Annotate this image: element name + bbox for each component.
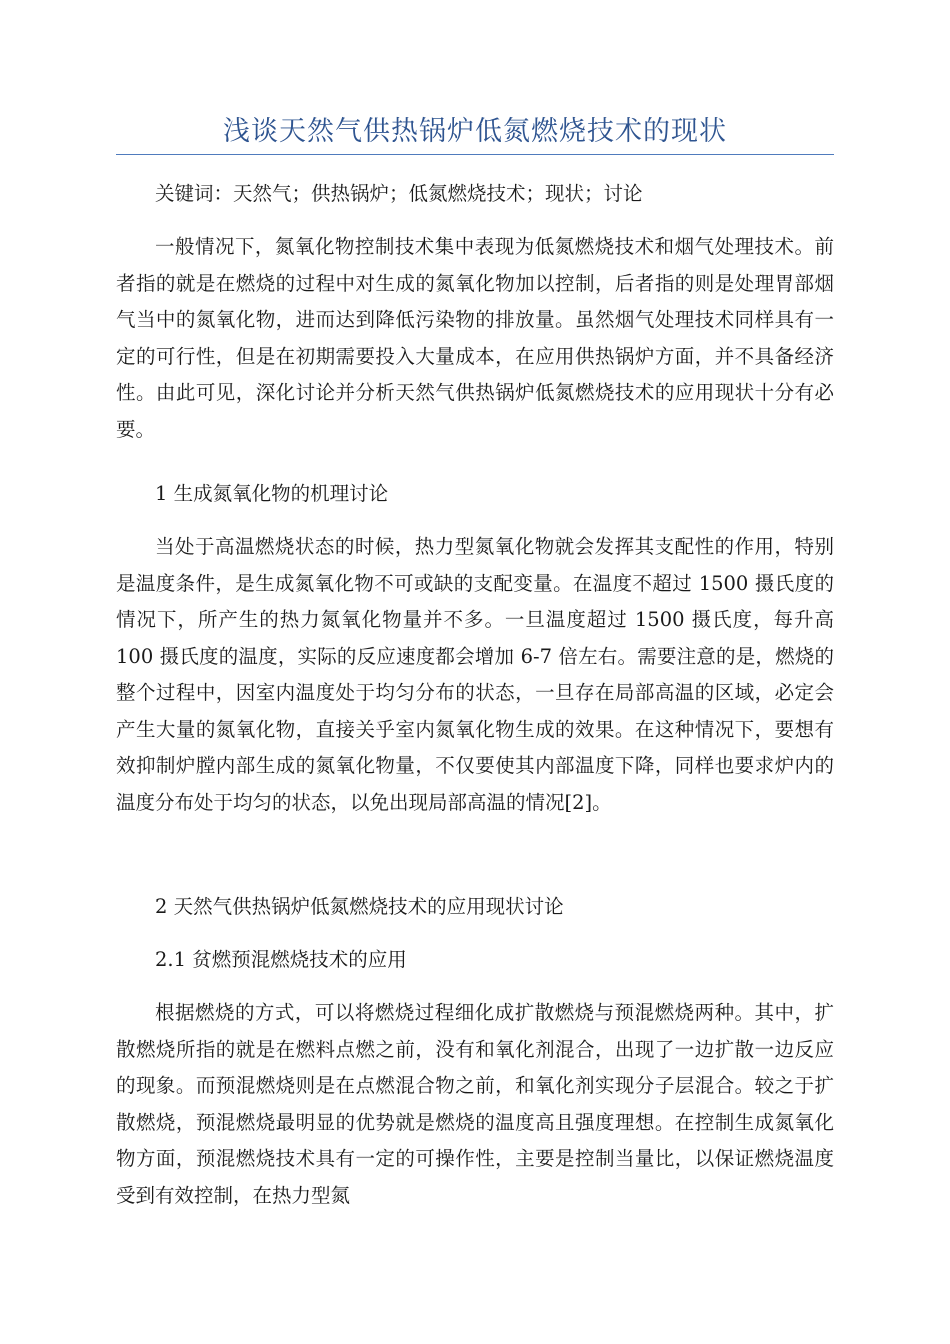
title-underline	[116, 154, 834, 155]
section-2-1-paragraph: 根据燃烧的方式，可以将燃烧过程细化成扩散燃烧与预混燃烧两种。其中，扩散燃烧所指的就是在燃料点燃之前，没有和氧化剂混合，出现了一边扩散一边反应的现象。而预混燃烧则是在点燃混合物之前，和氧化剂实现分子层混合。较之于扩散燃烧，预混燃烧最明显的优势就是燃烧的温度高且强度理想。在控制生成氮氧化物方面，预混燃烧技术具有一定的可操作性，主要是控制当量比，以保证燃烧温度受到有效控制，在热力型氮	[116, 1001, 834, 1207]
section-2-1-heading: 2.1 贫燃预混燃烧技术的应用	[155, 948, 407, 971]
document-title: 浅谈天然气供热锅炉低氮燃烧技术的现状	[223, 116, 727, 147]
intro-paragraph: 一般情况下，氮氧化物控制技术集中表现为低氮燃烧技术和烟气处理技术。前者指的就是在燃烧的过程中对生成的氮氧化物加以控制，后者指的则是处理胃部烟气当中的氮氧化物，进而达到降低污染物的排放量。虽然烟气处理技术同样具有一定的可行性，但是在初期需要投入大量成本，在应用供热锅炉方面，并不具备经济性。由此可见，深化讨论并分析天然气供热锅炉低氮燃烧技术的应用现状十分有必要。	[116, 235, 834, 441]
section-2-heading: 2 天然气供热锅炉低氮燃烧技术的应用现状讨论	[155, 895, 564, 918]
keywords-line: 关键词：天然气；供热锅炉；低氮燃烧技术；现状；讨论	[155, 182, 643, 205]
section-1-heading: 1 生成氮氧化物的机理讨论	[155, 482, 389, 505]
section-1-paragraph: 当处于高温燃烧状态的时候，热力型氮氧化物就会发挥其支配性的作用，特别是温度条件，是生成氮氧化物不可或缺的支配变量。在温度不超过 1500 摄氏度的情况下，所产生的热力氮氧化物量并不多。一旦温度超过 1500 摄氏度，每升高 100 摄氏度的温度，实际的反应速度都会增加 6-7 倍左右。需要注意的是，燃烧的整个过程中，因室内温度处于均匀分布的状态，一旦存在局部高温的区域，必定会产生大量的氮氧化物，直接关乎室内氮氧化物生成的效果。在这种情况下，要想有效抑制炉膛内部生成的氮氧化物量，不仅要使其内部温度下降，同样也要求炉内的温度分布处于均匀的状态，以免出现局部高温的情况[2]。	[116, 535, 834, 814]
